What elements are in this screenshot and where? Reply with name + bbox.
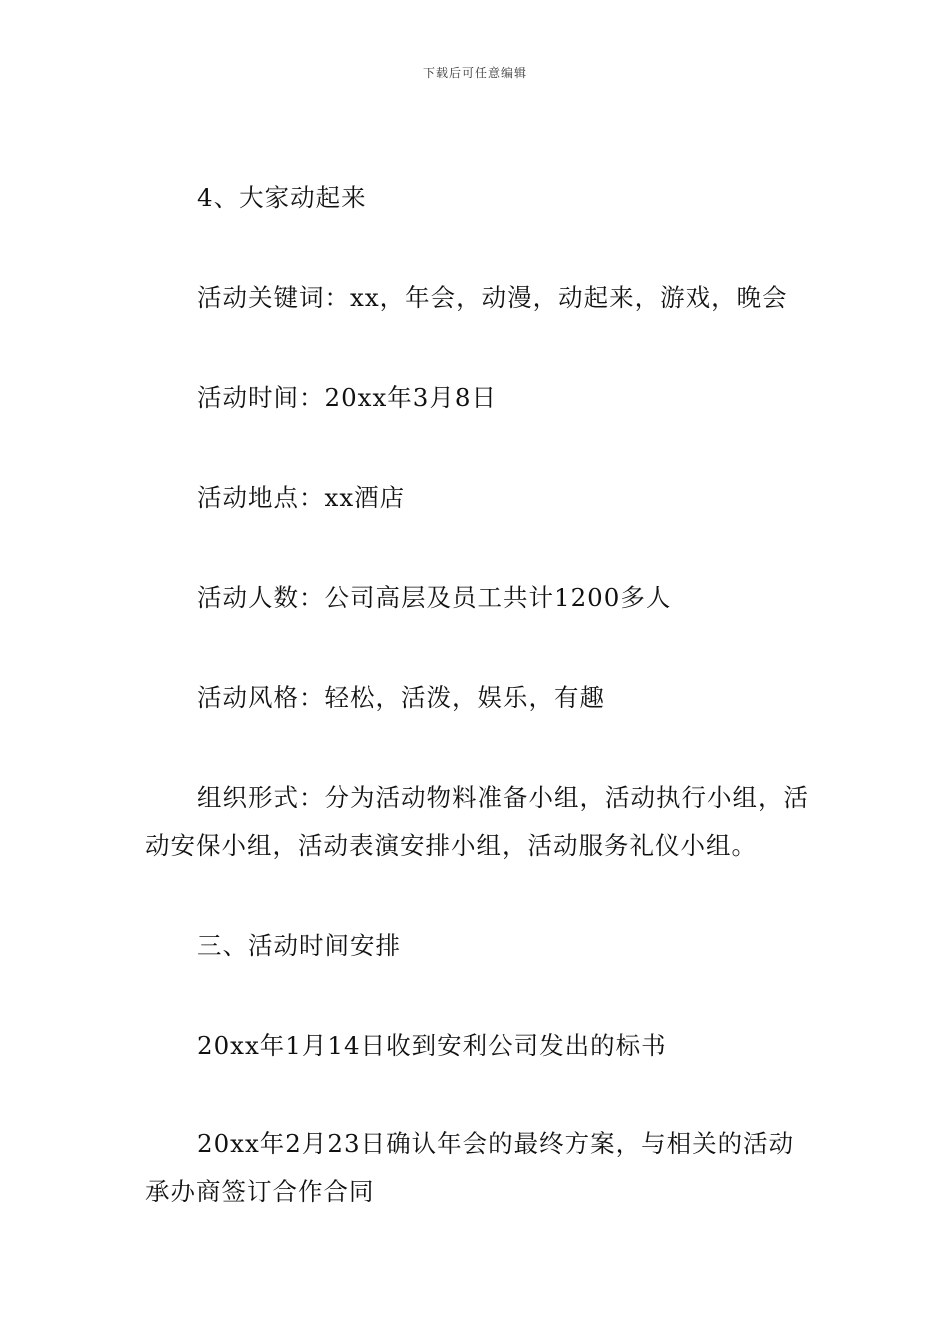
paragraph-time: 活动时间：20xx年3月8日 [197, 383, 497, 412]
paragraph-style: 活动风格：轻松，活泼，娱乐，有趣 [197, 683, 605, 712]
paragraph-section-heading-4: 4、大家动起来 [197, 183, 367, 212]
paragraph-schedule-item-1: 20xx年1月14日收到安利公司发出的标书 [197, 1031, 667, 1060]
paragraph-location: 活动地点：xx酒店 [197, 483, 406, 512]
paragraph-keywords: 活动关键词：xx，年会，动漫，动起来，游戏，晚会 [197, 283, 788, 312]
paragraph-schedule-item-2: 20xx年2月23日确认年会的最终方案，与相关的活动承办商签订合作合同 [145, 1129, 795, 1206]
paragraph-section-heading-3: 三、活动时间安排 [197, 931, 401, 960]
page-header-note: 下载后可任意编辑 [422, 66, 527, 80]
paragraph-organization: 组织形式：分为活动物料准备小组，活动执行小组，活动安保小组，活动表演安排小组，活动服务礼仪小组。 [145, 783, 809, 860]
paragraph-attendees: 活动人数：公司高层及员工共计1200多人 [197, 583, 672, 612]
